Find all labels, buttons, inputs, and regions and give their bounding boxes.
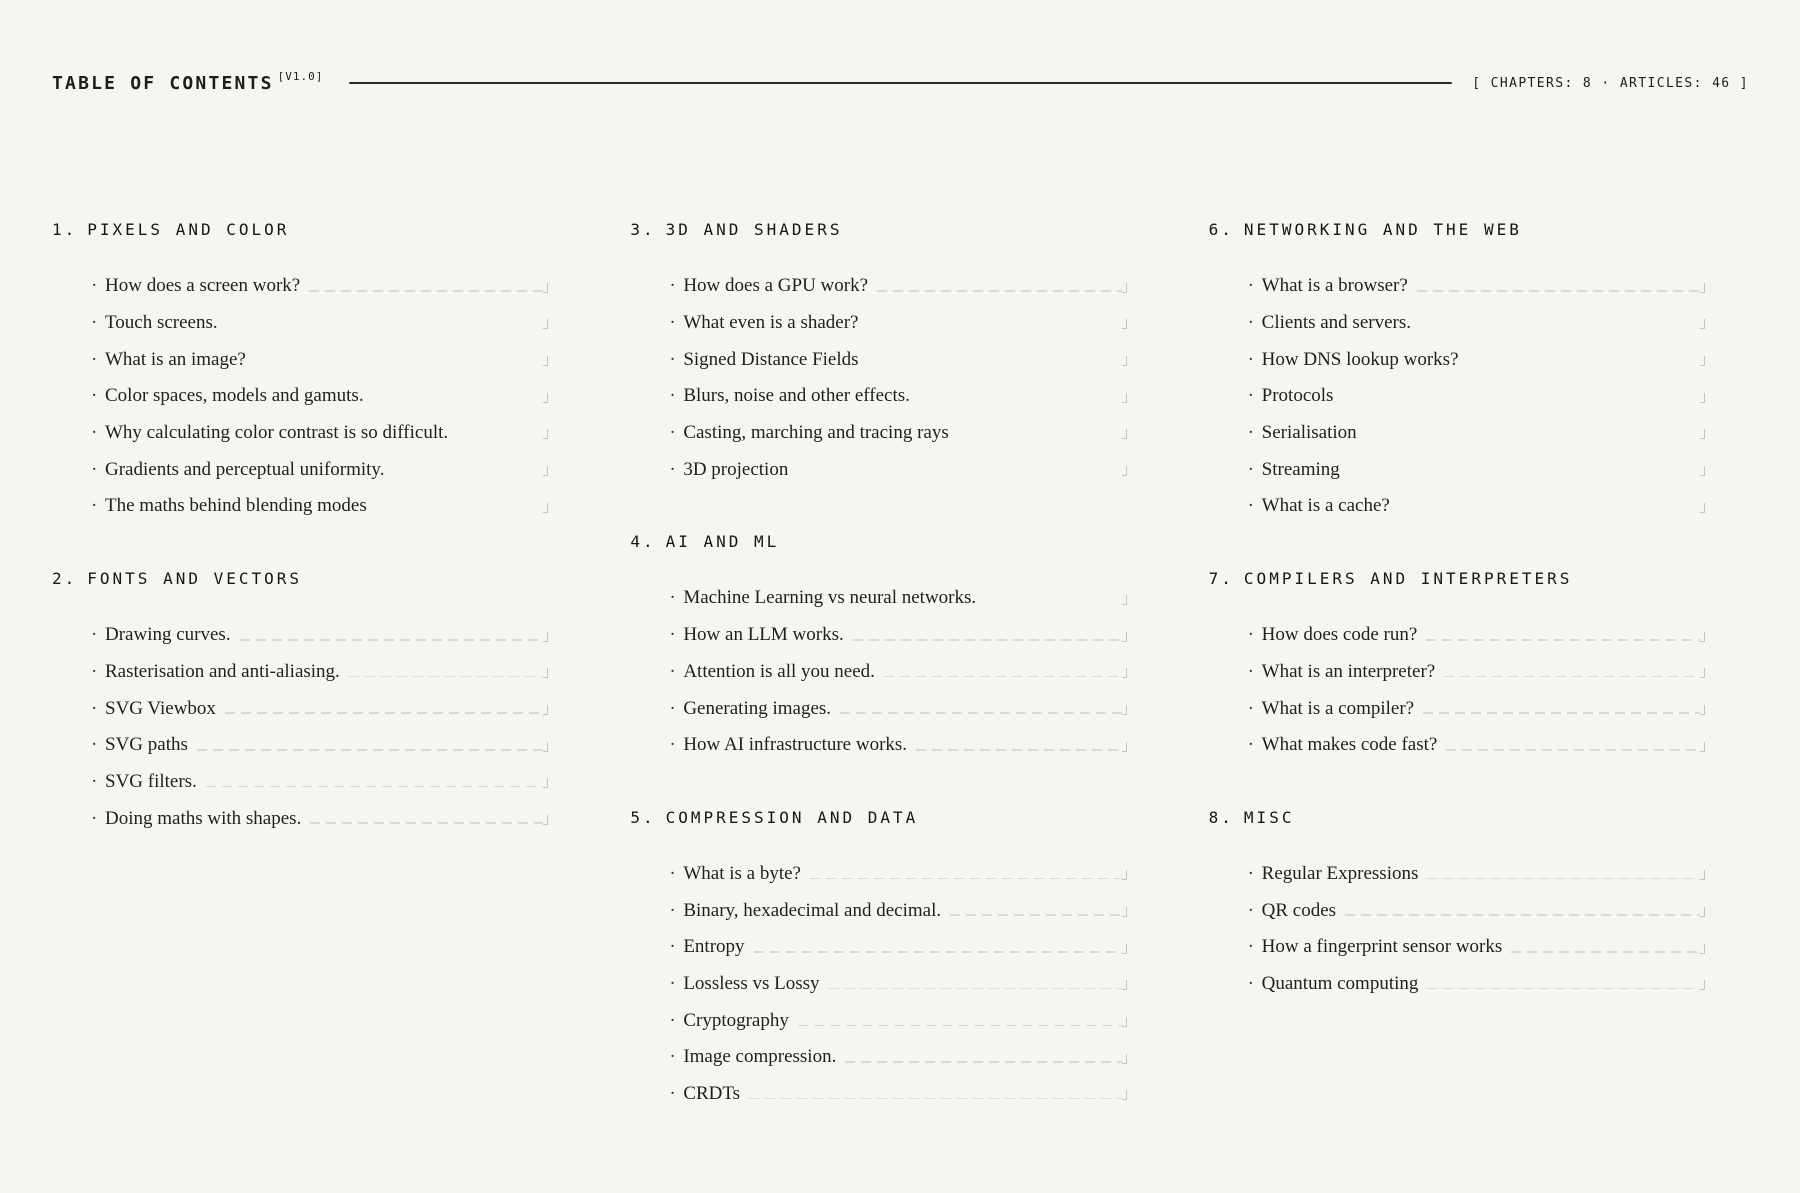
leader-end-icon: [543, 466, 548, 476]
toc-item-label: What is a cache?: [1261, 495, 1390, 517]
chapter-section: [52, 567, 548, 837]
toc-item-label: Doing maths with shapes.: [105, 807, 302, 829]
leader-end-icon: [1122, 356, 1127, 366]
bullet-icon: ·: [669, 697, 676, 719]
leader-line: [1446, 749, 1700, 751]
toc-item[interactable]: [52, 341, 548, 378]
toc-item[interactable]: [1209, 929, 1705, 966]
toc-item-label: Entropy: [683, 936, 745, 958]
leader-end-icon: [1700, 632, 1705, 642]
bullet-icon: ·: [1247, 458, 1254, 480]
leader-line: [1427, 878, 1700, 880]
leader-end-icon: [543, 393, 548, 403]
leader-end-icon: [1700, 429, 1705, 439]
leader-line: [197, 749, 543, 751]
toc-item-label: Lossless vs Lossy: [683, 972, 820, 994]
toc-item[interactable]: [52, 378, 548, 415]
toc-item[interactable]: [1209, 690, 1705, 727]
chapter-items: [1209, 268, 1705, 525]
toc-item-label: What is a byte?: [683, 862, 801, 884]
leader-line: [810, 878, 1122, 880]
leader-line: [1345, 914, 1700, 916]
leader-end-icon: [1122, 595, 1127, 605]
toc-column-3: [1209, 218, 1705, 1112]
chapter-number: 8.: [1208, 807, 1234, 827]
toc-item-label: SVG paths: [105, 734, 188, 756]
toc-item[interactable]: [52, 415, 548, 452]
toc-item-label: Blurs, noise and other effects.: [683, 385, 910, 407]
toc-item-label: How AI infrastructure works.: [683, 734, 908, 756]
chapter-items: [630, 856, 1126, 1113]
leader-end-icon: [1122, 705, 1127, 715]
toc-item-label: Attention is all you need.: [683, 660, 875, 682]
toc-item-label: How does a screen work?: [105, 275, 301, 297]
leader-end-icon: [1700, 944, 1705, 954]
toc-item-label: The maths behind blending modes: [105, 495, 367, 517]
leader-end-icon: [543, 742, 548, 752]
chapter-title: COMPRESSION AND DATA: [665, 807, 919, 827]
toc-item-label: Binary, hexadecimal and decimal.: [683, 899, 942, 921]
bullet-icon: ·: [1247, 899, 1254, 921]
toc-item-label: Casting, marching and tracing rays: [683, 422, 949, 444]
toc-item-label: CRDTs: [683, 1083, 741, 1105]
leader-end-icon: [543, 705, 548, 715]
chapter-heading: [52, 567, 548, 591]
toc-item[interactable]: [630, 378, 1126, 415]
leader-line: [884, 676, 1122, 678]
chapter-section: [630, 806, 1126, 1113]
toc-item[interactable]: [630, 690, 1126, 727]
bullet-icon: ·: [91, 458, 98, 480]
bullet-icon: ·: [669, 275, 676, 297]
leader-line: [1511, 951, 1700, 953]
table-of-contents: [0, 218, 1800, 1112]
toc-item-label: How an LLM works.: [683, 624, 844, 646]
bullet-icon: ·: [1247, 972, 1254, 994]
bullet-icon: ·: [669, 348, 676, 370]
chapter-title: MISC: [1243, 807, 1295, 827]
chapter-number: 4.: [630, 532, 656, 552]
leader-end-icon: [1122, 944, 1127, 954]
leader-line: [310, 822, 543, 824]
toc-item[interactable]: [630, 617, 1126, 654]
page-header: [52, 68, 1749, 98]
leader-end-icon: [1122, 466, 1127, 476]
toc-item[interactable]: [630, 451, 1126, 488]
bullet-icon: ·: [1247, 348, 1254, 370]
toc-item-label: Serialisation: [1261, 422, 1357, 444]
bullet-icon: ·: [669, 624, 676, 646]
bullet-icon: ·: [91, 312, 98, 334]
header-rule: [349, 82, 1452, 84]
toc-item[interactable]: [1209, 451, 1705, 488]
leader-line: [206, 786, 544, 788]
toc-item-label: Image compression.: [683, 1046, 837, 1068]
toc-item-label: How does code run?: [1261, 624, 1418, 646]
bullet-icon: ·: [91, 807, 98, 829]
bullet-icon: ·: [91, 495, 98, 517]
toc-item[interactable]: [1209, 654, 1705, 691]
bullet-icon: ·: [1247, 862, 1254, 884]
leader-line: [916, 749, 1122, 751]
chapter-number: 2.: [52, 568, 78, 588]
leader-end-icon: [1122, 632, 1127, 642]
toc-item[interactable]: [52, 617, 548, 654]
bullet-icon: ·: [669, 734, 676, 756]
leader-line: [1444, 676, 1700, 678]
chapter-heading: [630, 806, 1126, 830]
toc-column-1: [52, 218, 548, 1112]
chapter-number: 1.: [52, 220, 78, 239]
toc-item-label: How a fingerprint sensor works: [1261, 936, 1503, 958]
leader-line: [349, 676, 544, 678]
toc-item-label: Color spaces, models and gamuts.: [105, 385, 364, 407]
toc-item[interactable]: [1209, 341, 1705, 378]
bullet-icon: ·: [1247, 422, 1254, 444]
toc-item[interactable]: [1209, 727, 1705, 764]
toc-item[interactable]: [630, 1039, 1126, 1076]
bullet-icon: ·: [1247, 385, 1254, 407]
chapter-heading: [1209, 218, 1705, 242]
leader-line: [877, 290, 1122, 292]
leader-end-icon: [543, 668, 548, 678]
toc-item[interactable]: [52, 654, 548, 691]
toc-item[interactable]: [52, 764, 548, 801]
leader-end-icon: [1700, 870, 1705, 880]
bullet-icon: ·: [669, 1083, 676, 1105]
toc-item-label: Clients and servers.: [1261, 312, 1411, 334]
chapter-section: [630, 530, 1126, 763]
toc-item[interactable]: [630, 305, 1126, 342]
leader-end-icon: [543, 429, 548, 439]
chapter-number: 7.: [1208, 568, 1234, 588]
toc-item-label: Quantum computing: [1261, 972, 1419, 994]
leader-line: [754, 951, 1122, 953]
toc-column-2: [630, 218, 1126, 1112]
toc-item-label: What makes code fast?: [1261, 734, 1438, 756]
leader-end-icon: [1122, 980, 1127, 990]
toc-item[interactable]: [52, 800, 548, 837]
chapter-title: FONTS AND VECTORS: [87, 568, 303, 588]
toc-item-label: Rasterisation and anti-aliasing.: [105, 660, 340, 682]
leader-end-icon: [543, 778, 548, 788]
bullet-icon: ·: [1247, 312, 1254, 334]
chapter-heading: [1209, 806, 1705, 830]
leader-end-icon: [543, 319, 548, 329]
toc-item-label: Machine Learning vs neural networks.: [683, 587, 977, 609]
chapter-section: [1209, 806, 1705, 1003]
bullet-icon: ·: [669, 458, 676, 480]
toc-item[interactable]: [630, 856, 1126, 893]
toc-item[interactable]: [1209, 415, 1705, 452]
bullet-icon: ·: [1247, 660, 1254, 682]
leader-line: [853, 639, 1122, 641]
toc-item-label: How does a GPU work?: [683, 275, 869, 297]
leader-line: [1417, 290, 1700, 292]
chapter-heading: [52, 218, 548, 242]
chapter-heading: [630, 530, 1126, 554]
leader-end-icon: [543, 815, 548, 825]
bullet-icon: ·: [669, 1009, 676, 1031]
toc-item-label: SVG filters.: [105, 770, 197, 792]
leader-end-icon: [1122, 742, 1127, 752]
chapter-items: [52, 617, 548, 837]
toc-item[interactable]: [52, 305, 548, 342]
bullet-icon: ·: [669, 936, 676, 958]
toc-item-label: SVG Viewbox: [105, 697, 216, 719]
bullet-icon: ·: [91, 770, 98, 792]
leader-end-icon: [1122, 283, 1127, 293]
bullet-icon: ·: [1247, 936, 1254, 958]
toc-item[interactable]: [630, 966, 1126, 1003]
chapter-section: [52, 218, 548, 525]
toc-item-label: 3D projection: [683, 458, 789, 480]
leader-end-icon: [1700, 907, 1705, 917]
leader-end-icon: [1122, 1017, 1127, 1027]
leader-end-icon: [1700, 356, 1705, 366]
toc-item[interactable]: [630, 929, 1126, 966]
bullet-icon: ·: [91, 348, 98, 370]
toc-item[interactable]: [52, 690, 548, 727]
leader-end-icon: [543, 632, 548, 642]
leader-line: [1426, 639, 1700, 641]
chapter-items: [1209, 856, 1705, 1003]
toc-item[interactable]: [630, 580, 1126, 617]
chapter-number: 5.: [630, 807, 656, 827]
toc-item-label: Protocols: [1261, 385, 1334, 407]
leader-line: [840, 712, 1122, 714]
leader-end-icon: [1122, 393, 1127, 403]
toc-item[interactable]: [630, 892, 1126, 929]
bullet-icon: ·: [669, 660, 676, 682]
leader-end-icon: [1700, 393, 1705, 403]
toc-item-label: Gradients and perceptual uniformity.: [105, 458, 385, 480]
leader-line: [749, 1098, 1122, 1100]
leader-line: [798, 1025, 1122, 1027]
bullet-icon: ·: [1247, 734, 1254, 756]
bullet-icon: ·: [1247, 275, 1254, 297]
toc-item[interactable]: [1209, 892, 1705, 929]
leader-end-icon: [1122, 1090, 1127, 1100]
chapter-number: 3.: [630, 220, 656, 239]
leader-line: [845, 1061, 1121, 1063]
bullet-icon: ·: [1247, 697, 1254, 719]
chapter-number: 6.: [1208, 220, 1234, 239]
toc-item-label: Streaming: [1261, 458, 1340, 480]
chapter-title: PIXELS AND COLOR: [87, 220, 290, 239]
leader-end-icon: [1700, 319, 1705, 329]
toc-item[interactable]: [1209, 617, 1705, 654]
toc-item-label: What is an interpreter?: [1261, 660, 1436, 682]
bullet-icon: ·: [669, 862, 676, 884]
bullet-icon: ·: [91, 697, 98, 719]
toc-item-label: What is a browser?: [1261, 275, 1408, 297]
bullet-icon: ·: [91, 385, 98, 407]
toc-item-label: What is an image?: [105, 348, 246, 370]
chapter-items: [630, 268, 1126, 488]
bullet-icon: ·: [91, 624, 98, 646]
bullet-icon: ·: [669, 587, 676, 609]
leader-end-icon: [543, 356, 548, 366]
bullet-icon: ·: [91, 422, 98, 444]
chapter-section: [630, 218, 1126, 488]
toc-item[interactable]: [1209, 378, 1705, 415]
toc-item[interactable]: [630, 268, 1126, 305]
leader-end-icon: [1122, 429, 1127, 439]
chapter-heading: [1209, 567, 1705, 591]
leader-end-icon: [1122, 907, 1127, 917]
leader-line: [1427, 988, 1700, 990]
toc-item-label: QR codes: [1261, 899, 1337, 921]
leader-end-icon: [543, 283, 548, 293]
bullet-icon: ·: [669, 972, 676, 994]
leader-end-icon: [1122, 1054, 1127, 1064]
toc-item-label: Signed Distance Fields: [683, 348, 859, 370]
toc-item[interactable]: [52, 451, 548, 488]
toc-item-label: What is a compiler?: [1261, 697, 1415, 719]
leader-end-icon: [1700, 668, 1705, 678]
bullet-icon: ·: [1247, 624, 1254, 646]
leader-line: [309, 290, 543, 292]
leader-end-icon: [1700, 742, 1705, 752]
leader-end-icon: [1700, 283, 1705, 293]
leader-end-icon: [1700, 980, 1705, 990]
toc-item-label: Drawing curves.: [105, 624, 231, 646]
toc-item[interactable]: [630, 341, 1126, 378]
leader-line: [225, 712, 543, 714]
toc-item-label: Generating images.: [683, 697, 832, 719]
leader-line: [1423, 712, 1700, 714]
toc-item[interactable]: [630, 1076, 1126, 1113]
chapter-section: [1209, 218, 1705, 525]
toc-item[interactable]: [1209, 305, 1705, 342]
toc-item[interactable]: [1209, 856, 1705, 893]
chapter-items: [1209, 617, 1705, 764]
toc-item-label: Why calculating color contrast is so difficult.: [105, 422, 449, 444]
toc-item[interactable]: [1209, 268, 1705, 305]
toc-item-label: Touch screens.: [105, 312, 218, 334]
chapters-articles-count: [ CHAPTERS: 8 · ARTICLES: 46 ]: [1472, 75, 1749, 91]
chapter-title: AI AND ML: [665, 532, 780, 552]
bullet-icon: ·: [91, 660, 98, 682]
bullet-icon: ·: [669, 1046, 676, 1068]
chapter-title: COMPILERS AND INTERPRETERS: [1243, 568, 1573, 588]
toc-item[interactable]: [52, 488, 548, 525]
toc-item[interactable]: [1209, 966, 1705, 1003]
chapter-items: [630, 580, 1126, 763]
version-badge: [V1.0]: [277, 69, 324, 83]
bullet-icon: ·: [1247, 495, 1254, 517]
leader-end-icon: [543, 503, 548, 513]
leader-line: [240, 639, 544, 641]
toc-item-label: What even is a shader?: [683, 312, 859, 334]
toc-item-label: Cryptography: [683, 1009, 789, 1031]
toc-item[interactable]: [52, 268, 548, 305]
bullet-icon: ·: [91, 275, 98, 297]
bullet-icon: ·: [669, 385, 676, 407]
leader-line: [829, 988, 1122, 990]
toc-item[interactable]: [630, 727, 1126, 764]
leader-end-icon: [1700, 705, 1705, 715]
toc-item[interactable]: [630, 415, 1126, 452]
chapter-section: [1209, 567, 1705, 764]
chapter-title: NETWORKING AND THE WEB: [1243, 220, 1522, 239]
leader-end-icon: [1700, 466, 1705, 476]
leader-end-icon: [1122, 870, 1127, 880]
toc-item-label: Regular Expressions: [1261, 862, 1419, 884]
bullet-icon: ·: [669, 899, 676, 921]
chapter-title: 3D AND SHADERS: [665, 220, 843, 239]
toc-item[interactable]: [630, 1002, 1126, 1039]
leader-end-icon: [1700, 503, 1705, 513]
leader-end-icon: [1122, 319, 1127, 329]
toc-item-label: How DNS lookup works?: [1261, 348, 1459, 370]
bullet-icon: ·: [669, 312, 676, 334]
leader-end-icon: [1122, 668, 1127, 678]
toc-item[interactable]: [1209, 488, 1705, 525]
leader-line: [950, 914, 1122, 916]
toc-item[interactable]: [52, 727, 548, 764]
bullet-icon: ·: [669, 422, 676, 444]
chapter-heading: [630, 218, 1126, 242]
page-title: TABLE OF CONTENTS: [52, 72, 274, 94]
toc-item[interactable]: [630, 654, 1126, 691]
bullet-icon: ·: [91, 734, 98, 756]
chapter-items: [52, 268, 548, 525]
